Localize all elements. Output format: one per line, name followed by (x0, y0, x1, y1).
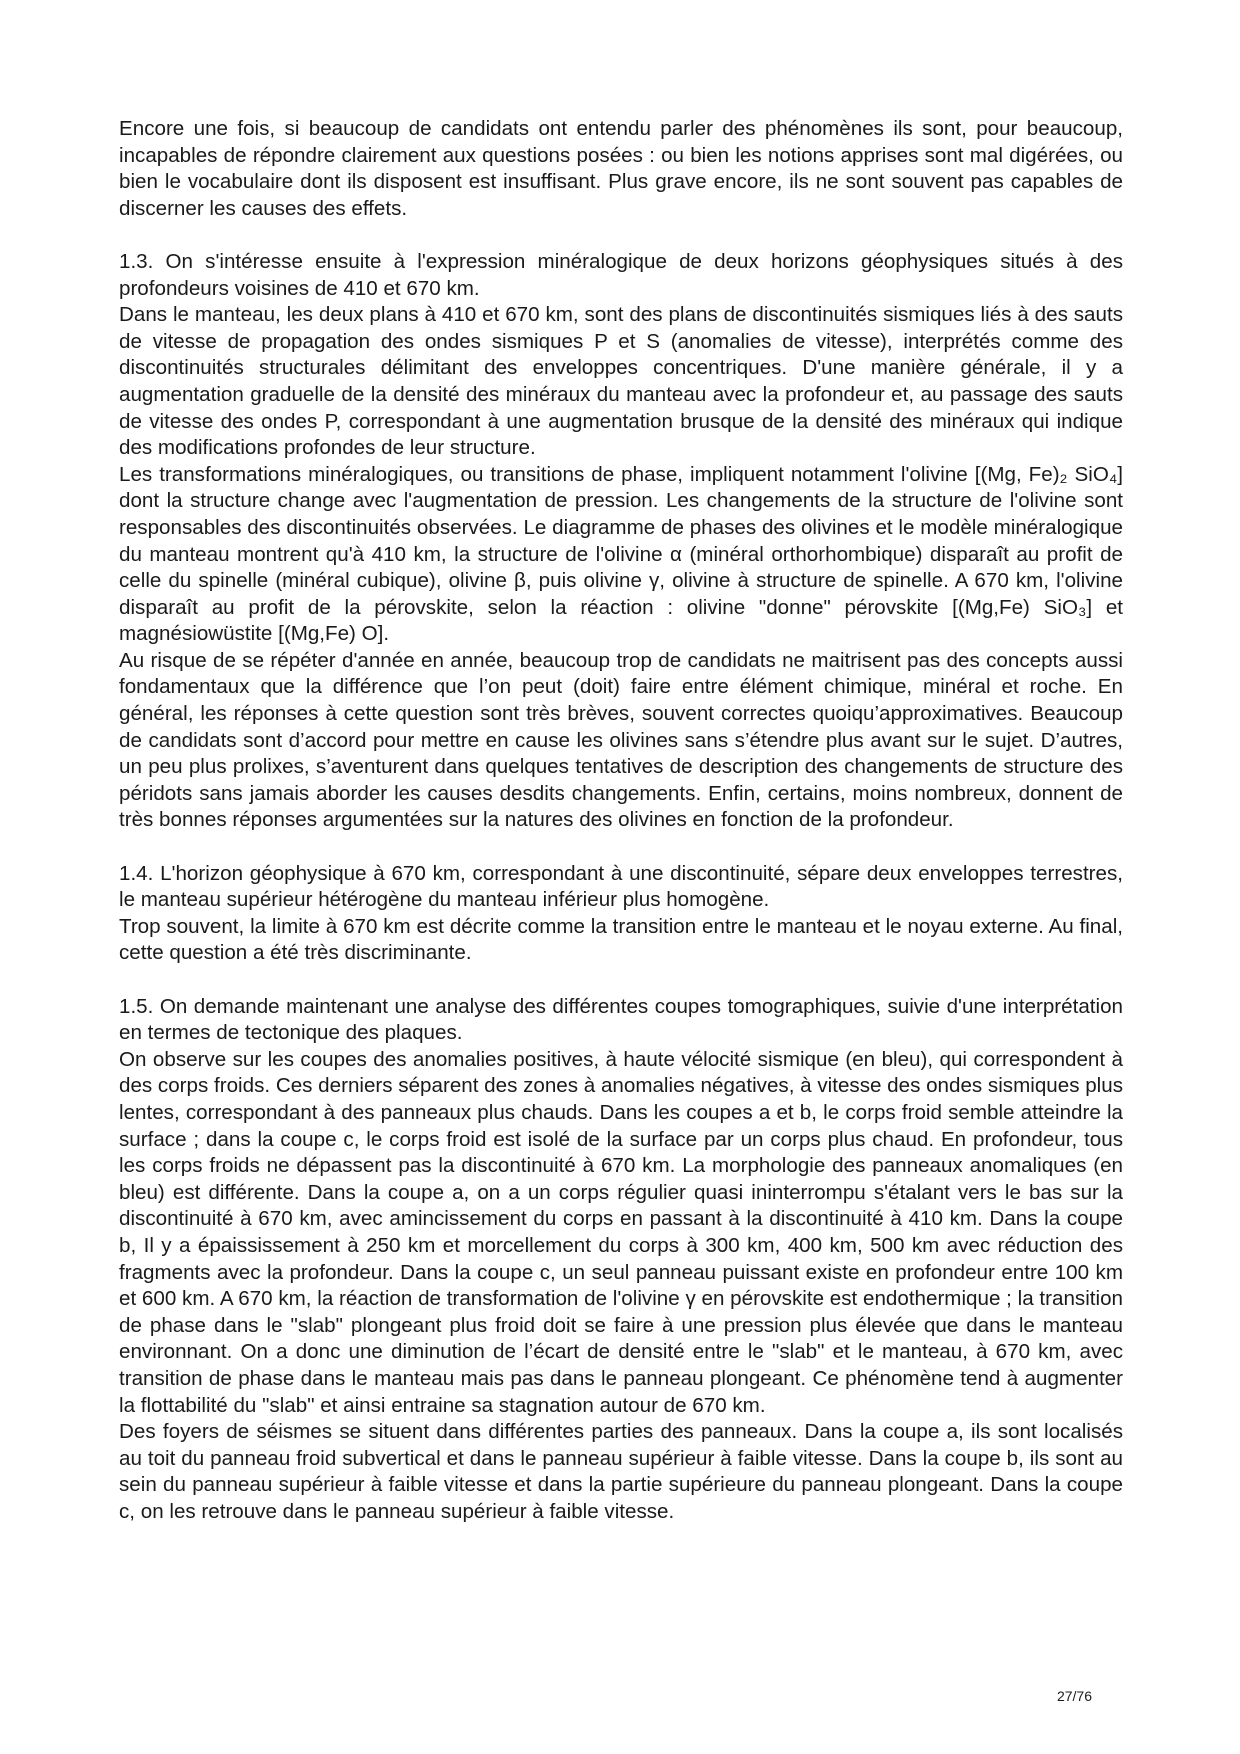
paragraph-1-3-commentaire: Au risque de se répéter d'année en année, beaucoup trop de candidats ne maitrisent pas des concepts aussi fondamentaux que la différence que l’on peut (doit) faire entre élément chimique, minéral et roche. En général, les réponses à cette question sont très brèves, souvent correctes quoiqu’approximatives. Beaucoup de candidats sont d’accord pour mettre en cause les olivines sans s’étendre plus avant sur le sujet. D’autres, un peu plus prolixes, s’aventurent dans quelques tentatives de description des changements de structure des péridots sans jamais aborder les causes desdits changements. Enfin, certains, moins nombreux, donnent de très bonnes réponses argumentées sur la natures des olivines en fonction de la profondeur. (119, 648, 1123, 832)
paragraph-1-5-analyse: On observe sur les coupes des anomalies positives, à haute vélocité sismique (en bleu), qui correspondent à des corps froids. Ces derniers séparent des zones à anomalies négatives, à vitesse des ondes sismiques plus lentes, correspondant à des panneaux plus chauds. Dans les coupes a et b, le corps froid semble atteindre la surface ; dans la coupe c, le corps froid est isolé de la surface par un corps plus chaud. En profondeur, tous les corps froids ne dépassent pas la discontinuité à 670 km. La morphologie des panneaux anomaliques (en bleu) est différente. Dans la coupe a, on a un corps régulier quasi ininterrompu s'étalant vers le bas sur la discontinuité à 670 km, avec amincissement du corps en passant à la discontinuité à 410 km. Dans la coupe b, Il y a épaississement à 250 km et morcellement du corps à 300 km, 400 km, 500 km avec réduction des fragments avec la profondeur. Dans la coupe c, un seul panneau puissant existe en profondeur entre 100 km et 600 km. A 670 km, la réaction de transformation de l'olivine γ en pérovskite est endothermique ; la transition de phase dans le "slab" plongeant plus froid doit se faire à une pression plus élevée que dans le manteau environnant. On a donc une diminution de l’écart de densité entre le "slab" et le manteau, à 670 km, avec transition de phase dans le manteau mais pas dans le panneau plongeant. Ce phénomène tend à augmenter la flottabilité du "slab" et ainsi entraine sa stagnation autour de 670 km. (119, 1047, 1123, 1417)
body-text (119, 116, 1123, 1525)
paragraph-1-4-question: 1.4. L'horizon géophysique à 670 km, correspondant à une discontinuité, sépare deux enveloppes terrestres, le manteau supérieur hétérogène du manteau inférieur plus homogène. (119, 861, 1123, 912)
paragraph-1-3-question: 1.3. On s'intéresse ensuite à l'expression minéralogique de deux horizons géophysiques situés à des profondeurs voisines de 410 et 670 km. (119, 249, 1123, 300)
paragraph-intro: Encore une fois, si beaucoup de candidats ont entendu parler des phénomènes ils sont, pour beaucoup, incapables de répondre clairement aux questions posées : ou bien les notions apprises sont mal digérées, ou bien le vocabulaire dont ils disposent est insuffisant. Plus grave encore, ils ne sont souvent pas capables de discerner les causes des effets. (119, 117, 1123, 220)
paragraph-1-3-transformations: Les transformations minéralogiques, ou transitions de phase, impliquent notamment l'olivine [(Mg, Fe)₂ SiO₄] dont la structure change avec l'augmentation de pression. Les changements de la structure de l'olivine sont responsables des discontinuités observées. Le diagramme de phases des olivines et le modèle minéralogique du manteau montrent qu'à 410 km, la structure de l'olivine α (minéral orthorhombique) disparaît au profit de celle du spinelle (minéral cubique), olivine β, puis olivine γ, olivine à structure de spinelle. A 670 km, l'olivine disparaît au profit de la pérovskite, selon la réaction : olivine "donne" pérovskite [(Mg,Fe) SiO₃] et magnésiowüstite [(Mg,Fe) O]. (119, 462, 1123, 646)
paragraph-spacer (119, 834, 1123, 861)
paragraph-1-3-manteau: Dans le manteau, les deux plans à 410 et 670 km, sont des plans de discontinuités sismiques liés à des sauts de vitesse de propagation des ondes sismiques P et S (anomalies de vitesse), interprétés comme des discontinuités structurales délimitant des enveloppes concentriques. D'une manière générale, il y a augmentation graduelle de la densité des minéraux du manteau avec la profondeur et, au passage des sauts de vitesse des ondes P, correspondant à une augmentation brusque de la densité des minéraux qui indique des modifications profondes de leur structure. (119, 303, 1123, 460)
page-number: 27/76 (1056, 1688, 1092, 1704)
paragraph-1-5-seismes: Des foyers de séismes se situent dans différentes parties des panneaux. Dans la coupe a, ils sont localisés au toit du panneau froid subvertical et dans le panneau supérieur à faible vitesse. Dans la coupe b, ils sont au sein du panneau supérieur à faible vitesse et dans la partie supérieure du panneau plongeant. Dans la coupe c, on les retrouve dans le panneau supérieur à faible vitesse. (119, 1420, 1123, 1523)
paragraph-spacer (119, 222, 1123, 249)
paragraph-1-5-question: 1.5. On demande maintenant une analyse des différentes coupes tomographiques, suivie d'une interprétation en termes de tectonique des plaques. (119, 994, 1123, 1045)
paragraph-1-4-commentaire: Trop souvent, la limite à 670 km est décrite comme la transition entre le manteau et le noyau externe. Au final, cette question a été très discriminante. (119, 914, 1123, 965)
paragraph-spacer (119, 967, 1123, 994)
